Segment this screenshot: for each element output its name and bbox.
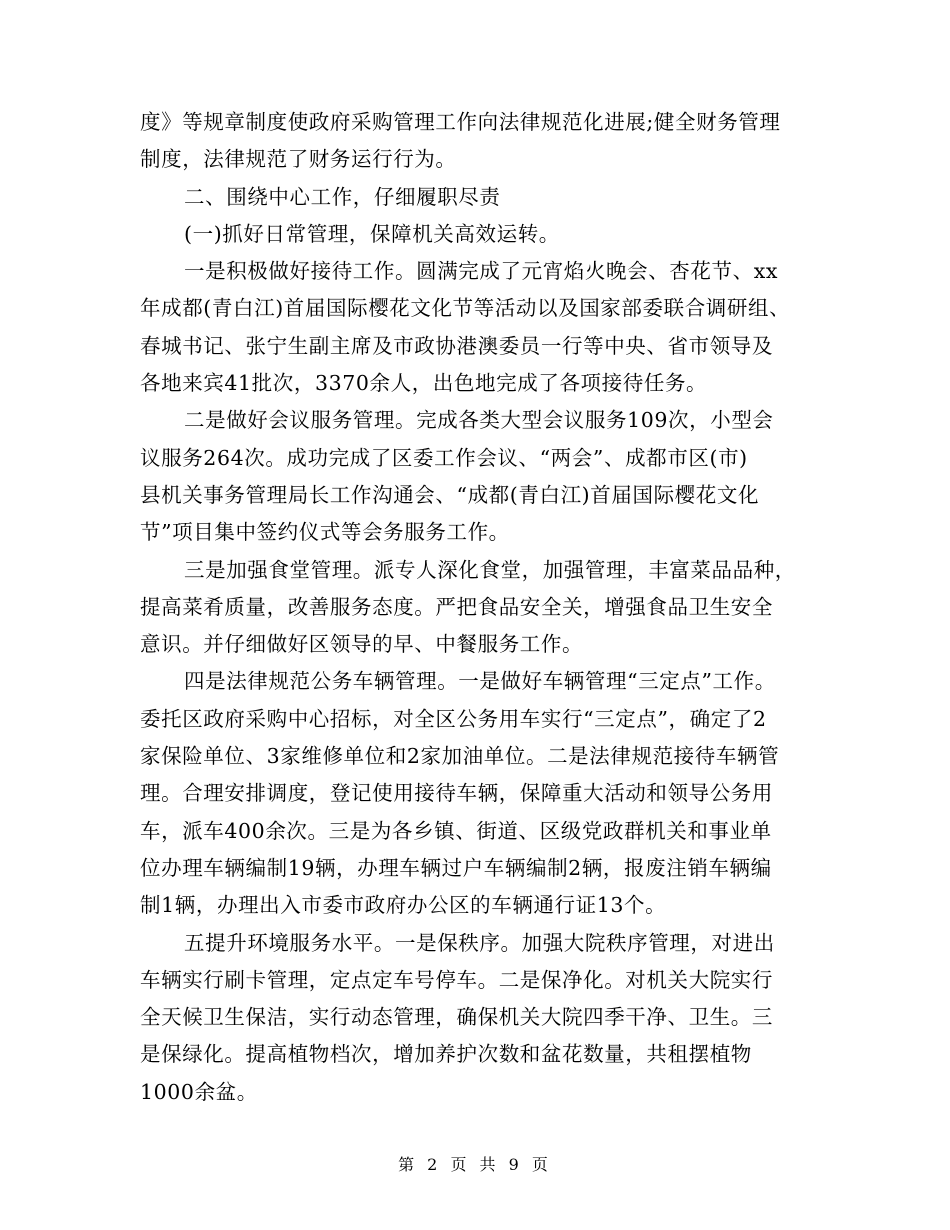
text-line: 三是加强食堂管理。派专人深化食堂，加强管理，丰富菜品品种，: [184, 557, 796, 582]
document-body: [140, 106, 812, 1113]
text-line: 年成都(青白江)首届国际樱花文化节等活动以及国家部委联合调研组、: [140, 296, 791, 321]
text-line: 位办理车辆编制19辆，办理车辆过户车辆编制2辆，报废注销车辆编: [140, 855, 772, 880]
page-footer: 第 2 页 共 9 页: [398, 1155, 552, 1174]
text-line: 二是做好会议服务管理。完成各类大型会议服务109次，小型会: [184, 408, 774, 433]
text-line: 制度，法律规范了财务运行行为。: [140, 147, 457, 172]
text-line: (一)抓好日常管理，保障机关高效运转。: [184, 221, 560, 246]
text-line: 委托区政府采购中心招标，对全区公务用车实行“三定点”，确定了2: [140, 706, 767, 731]
text-line: 春城书记、张宁生副主席及市政协港澳委员一行等中央、省市领导及: [140, 333, 773, 358]
text-line: 理。合理安排调度，登记使用接待车辆，保障重大活动和领导公务用: [140, 781, 773, 806]
text-line: 议服务264次。成功完成了区委工作会议、“两会”、成都市区(市): [140, 445, 748, 470]
text-line: 县机关事务管理局长工作沟通会、“成都(青白江)首届国际樱花文化: [140, 482, 760, 507]
text-line: 是保绿化。提高植物档次，增加养护次数和盆花数量，共租摆植物: [140, 1042, 752, 1067]
text-line: 提高菜肴质量，改善服务态度。严把食品安全关，增强食品卫生安全: [140, 594, 773, 619]
text-line: 车，派车400余次。三是为各乡镇、街道、区级党政群机关和事业单: [140, 818, 772, 843]
text-line: 四是法律规范公务车辆管理。一是做好车辆管理“三定点”工作。: [184, 669, 776, 694]
text-line: 节”项目集中签约仪式等会务服务工作。: [140, 520, 510, 545]
text-line: 1000余盆。: [140, 1079, 258, 1104]
text-line: 家保险单位、3家维修单位和2家加油单位。二是法律规范接待车辆管: [140, 744, 780, 769]
text-line: 二、围绕中心工作，仔细履职尽责: [184, 184, 501, 209]
text-line: 意识。并仔细做好区领导的早、中餐服务工作。: [140, 632, 584, 657]
text-line: 度》等规章制度使政府采购管理工作向法律规范化进展;健全财务管理: [140, 110, 781, 134]
text-line: 一是积极做好接待工作。圆满完成了元宵焰火晚会、杏花节、xx: [184, 259, 779, 284]
text-line: 全天候卫生保洁，实行动态管理，确保机关大院四季干净、卫生。三: [140, 1005, 773, 1030]
text-line: 车辆实行刷卡管理，定点定车号停车。二是保净化。对机关大院实行: [140, 967, 773, 992]
text-line: 制1辆，办理出入市委市政府办公区的车辆通行证13个。: [140, 893, 667, 918]
text-line: 五提升环境服务水平。一是保秩序。加强大院秩序管理，对进出: [184, 930, 775, 955]
text-line: 各地来宾41批次，3370余人，出色地完成了各项接待任务。: [140, 371, 708, 396]
